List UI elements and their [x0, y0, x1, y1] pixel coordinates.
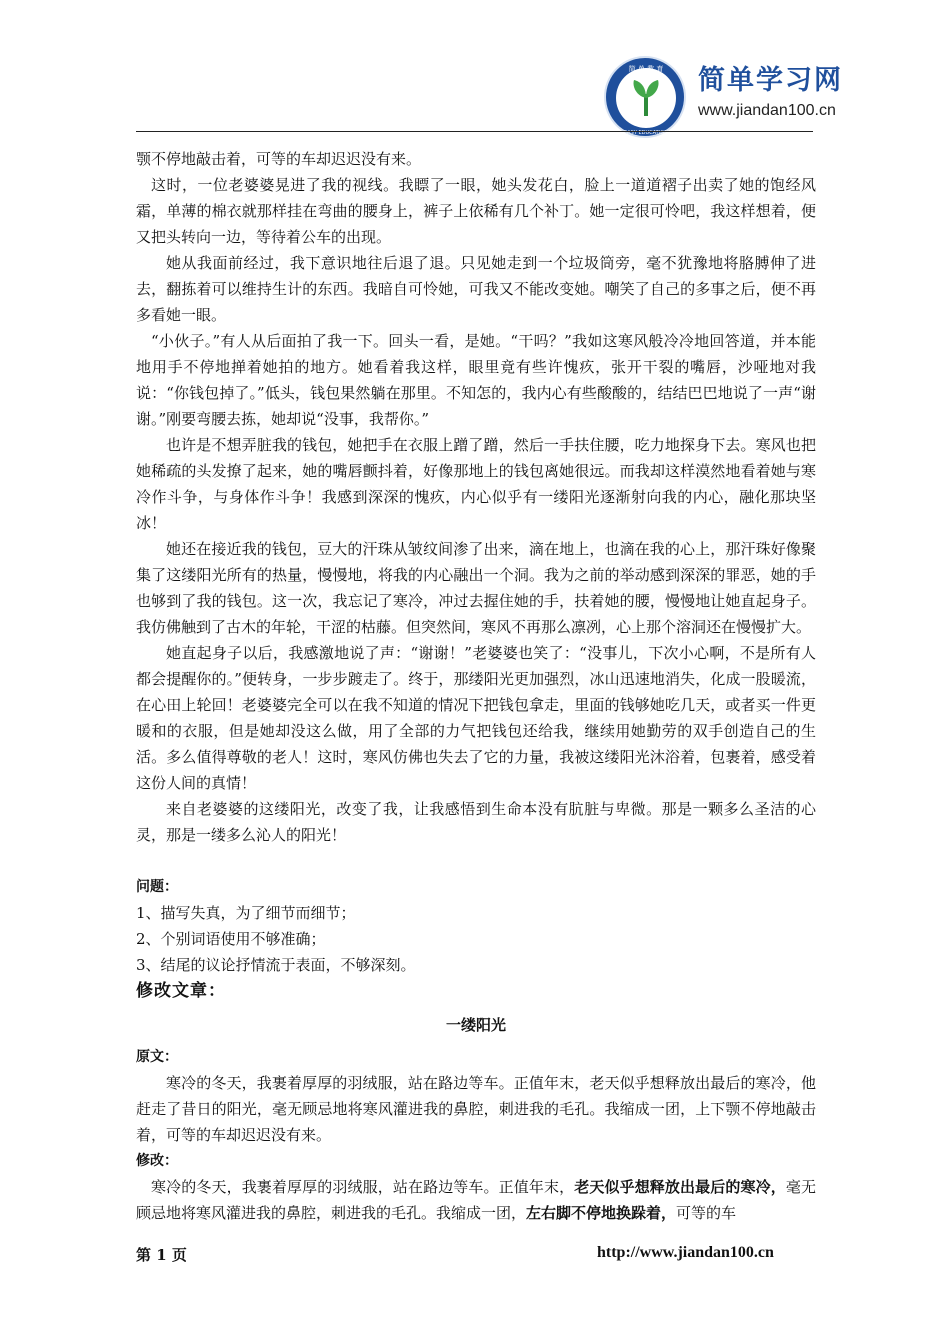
original-text: 寒冷的冬天，我裹着厚厚的羽绒服，站在路边等车。正值年末，老天似乎想释放出最后的寒冷，他赶走了昔日的阳光，毫无顾忌地将寒风灌进我的鼻腔，刺进我的毛孔。我缩成一团，上下颚不停地敲击着，可等的车却迟迟没有来。	[136, 1074, 816, 1144]
revised-part: 毫无顾忌地将寒风灌进我的鼻腔，刺进我的毛孔。我缩成一团，	[136, 1178, 816, 1222]
revised-part: 可等的车	[676, 1204, 737, 1222]
brand-name: 简单学习网	[698, 65, 843, 96]
article-title: 一缕阳光	[445, 1016, 506, 1034]
brand-logo	[604, 56, 843, 140]
revised-label: 修改：	[136, 1153, 178, 1169]
sprout-icon	[606, 58, 686, 138]
paragraph: 这时，一位老婆婆晃进了我的视线。我瞟了一眼，她头发花白，脸上一道道褶子出卖了她的饱经风霜，单薄的棉衣就那样挂在弯曲的腰身上，裤子上依稀有几个补丁。她一定很可怜吧，我这样想着，便又把头转向一边，等待着公车的出现。	[136, 176, 816, 246]
problem-item: 3、结尾的议论抒情流于表面，不够深刻。	[136, 956, 416, 974]
revised-part: 寒冷的冬天，我裹着厚厚的羽绒服，站在路边等车。正值年末，	[151, 1178, 575, 1196]
problems-heading: 问题：	[136, 879, 178, 895]
problem-item: 1、描写失真，为了细节而细节；	[136, 904, 356, 922]
paragraph: 她直起身子以后，我感激地说了声：“谢谢！”老婆婆也笑了：“没事儿，下次小心啊，不是所有人都会提醒你的。”便转身，一步步踱走了。终于，那缕阳光更加强烈，冰山迅速地消失，化成一股暖流，在心田上轮回！老婆婆完全可以在我不知道的情况下把钱包拿走，里面的钱够她吃几天，或者买一件更暖和的衣服，但是她却没这么做，用了全部的力气把钱包还给我，继续用她勤劳的双手创造自己的生活。多么值得尊敬的老人！这时，寒风仿佛也失去了它的力量，我被这缕阳光沐浴着，包裹着，感受着这份人间的真情！	[136, 644, 816, 792]
paragraph: 她还在接近我的钱包，豆大的汗珠从皱纹间渗了出来，滴在地上，也滴在我的心上，那汗珠好像聚集了这缕阳光所有的热量，慢慢地，将我的内心融出一个洞。我为之前的举动感到深深的罪恶，她的手也够到了我的钱包。这一次，我忘记了寒冷，冲过去握住她的手，扶着她的腰，慢慢地让她直起身子。我仿佛触到了古木的年轮，干涩的枯藤。但突然间，寒风不再那么凛冽，心上那个溶洞还在慢慢扩大。	[136, 540, 816, 636]
original-label: 原文：	[136, 1049, 178, 1065]
brand-url: www.jiandan100.cn	[698, 102, 836, 119]
revised-text	[136, 1174, 816, 1226]
revised-highlight: 老天似乎想释放出最后的寒冷，	[574, 1178, 786, 1196]
header-rule	[136, 131, 813, 132]
problem-item: 2、个别词语使用不够准确；	[136, 930, 326, 948]
document-body	[136, 146, 816, 1226]
logo-seal	[604, 56, 686, 138]
paragraph: 也许是不想弄脏我的钱包，她把手在衣服上蹭了蹭，然后一手扶住腰，吃力地探身下去。寒风也把她稀疏的头发撩了起来，她的嘴唇颤抖着，好像那地上的钱包离她很远。而我却这样漠然地看着她与寒冷作斗争，与身体作斗争！我感到深深的愧疚，内心似乎有一缕阳光逐渐射向我的内心，融化那块坚冰！	[136, 436, 816, 532]
paragraph: “小伙子。”有人从后面拍了我一下。回头一看，是她。“干吗？”我如这寒风般冷冷地回答道，并本能地用手不停地掸着她拍的地方。她看着我这样，眼里竟有些许愧疚，张开干裂的嘴唇，沙哑地对我说：“你钱包掉了。”低头，钱包果然躺在那里。不知怎的，我内心有些酸酸的，结结巴巴地说了一声“谢谢。”刚要弯腰去拣，她却说“没事，我帮你。”	[136, 332, 816, 428]
revise-heading: 修改文章：	[136, 981, 226, 1001]
page-number: 第 1 页	[136, 1246, 187, 1264]
svg-text:EASY EDUCATION: EASY EDUCATION	[624, 130, 668, 136]
paragraph: 颚不停地敲击着，可等的车却迟迟没有来。	[136, 150, 422, 168]
svg-text:简 单 教 育: 简 单 教 育	[628, 65, 664, 73]
revised-highlight: 左右脚不停地换跺着，	[526, 1204, 677, 1222]
paragraph: 她从我面前经过，我下意识地往后退了退。只见她走到一个垃圾筒旁，毫不犹豫地将胳膊伸了进去，翻拣着可以维持生计的东西。我暗自可怜她，可我又不能改变她。嘲笑了自己的多事之后，便不再多看她一眼。	[136, 254, 816, 324]
paragraph: 来自老婆婆的这缕阳光，改变了我，让我感悟到生命本没有肮脏与卑微。那是一颗多么圣洁的心灵，那是一缕多么沁人的阳光！	[136, 800, 816, 844]
footer-url: http://www.jiandan100.cn	[597, 1244, 774, 1261]
